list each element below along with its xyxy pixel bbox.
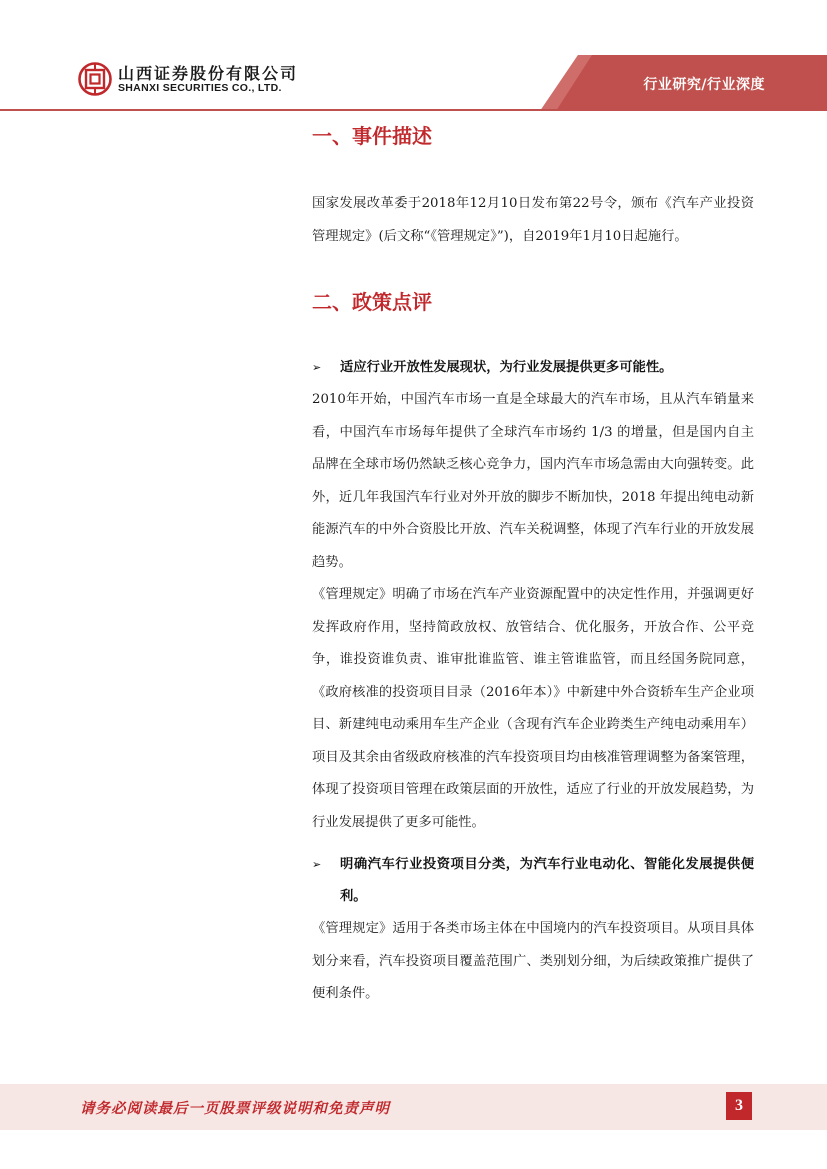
openness-paragraph-2: 《管理规定》明确了市场在汽车产业资源配置中的决定性作用，并强调更好发挥政府作用，坚持简政放权、放管结合、优化服务，开放合作、公平竞争，谁投资谁负责、谁审批谁监管、谁主管谁监管，而且经国务院同意，《政府核准的投资项目目录（2016年本）》中新建中外合资轿车生产企业项目、新建纯电动乘用车生产企业（含现有汽车企业跨类生产纯电动乘用车）项目及其余由省级政府核准的汽车投资项目均由核准管理调整为备案管理，体现了投资项目管理在政策层面的开放性，适应了行业的开放发展趋势，为行业发展提供了更多可能性。 [312,587,754,830]
company-logo-icon [78,62,112,96]
footer-disclaimer: 请务必阅读最后一页股票评级说明和免责声明 [80,1100,390,1117]
company-name-en: SHANXI SECURITIES CO., LTD. [118,82,282,94]
bullet-heading-classification [312,849,754,913]
arrow-bullet-icon: ➢ [312,858,322,871]
company-name-cn: 山西证券股份有限公司 [118,64,299,83]
classification-paragraph: 《管理规定》适用于各类市场主体在中国境内的汽车投资项目。从项目具体划分来看，汽车投资项目覆盖范围广、类别划分细，为后续政策推广提供了便利条件。 [312,921,754,1001]
openness-paragraph-1: 2010年开始，中国汽车市场一直是全球最大的汽车市场，且从汽车销量来看，中国汽车市场每年提供了全球汽车市场约 1/3 的增量，但是国内自主品牌在全球市场仍然缺乏核心竞争力，国内汽车市场急需由大向强转变。此外，近几年我国汽车行业对外开放的脚步不断加快，2018 年提出纯电动新能源汽车的中外合资股比开放、汽车关税调整，体现了汽车行业的开放发展趋势。 [312,392,754,570]
event-paragraph: 国家发展改革委于2018年12月10日发布第22号令，颁布《汽车产业投资管理规定》(后文称“《管理规定》”)，自2019年1月10日起施行。 [312,196,754,244]
header-divider [0,109,827,111]
section-title-policy: 二、政策点评 [312,290,432,314]
page-number: 3 [726,1092,752,1120]
main-content [312,118,754,1011]
report-category: 行业研究/行业深度 [643,77,765,93]
section-title-event: 一、事件描述 [312,124,432,148]
page-header [0,0,827,110]
bullet-heading-text: 适应行业开放性发展现状，为行业发展提供更多可能性。 [340,360,673,375]
bullet-heading-text: 明确汽车行业投资项目分类，为汽车行业电动化、智能化发展提供便利。 [340,857,754,904]
bullet-heading-openness [312,352,754,384]
arrow-bullet-icon: ➢ [312,361,322,374]
